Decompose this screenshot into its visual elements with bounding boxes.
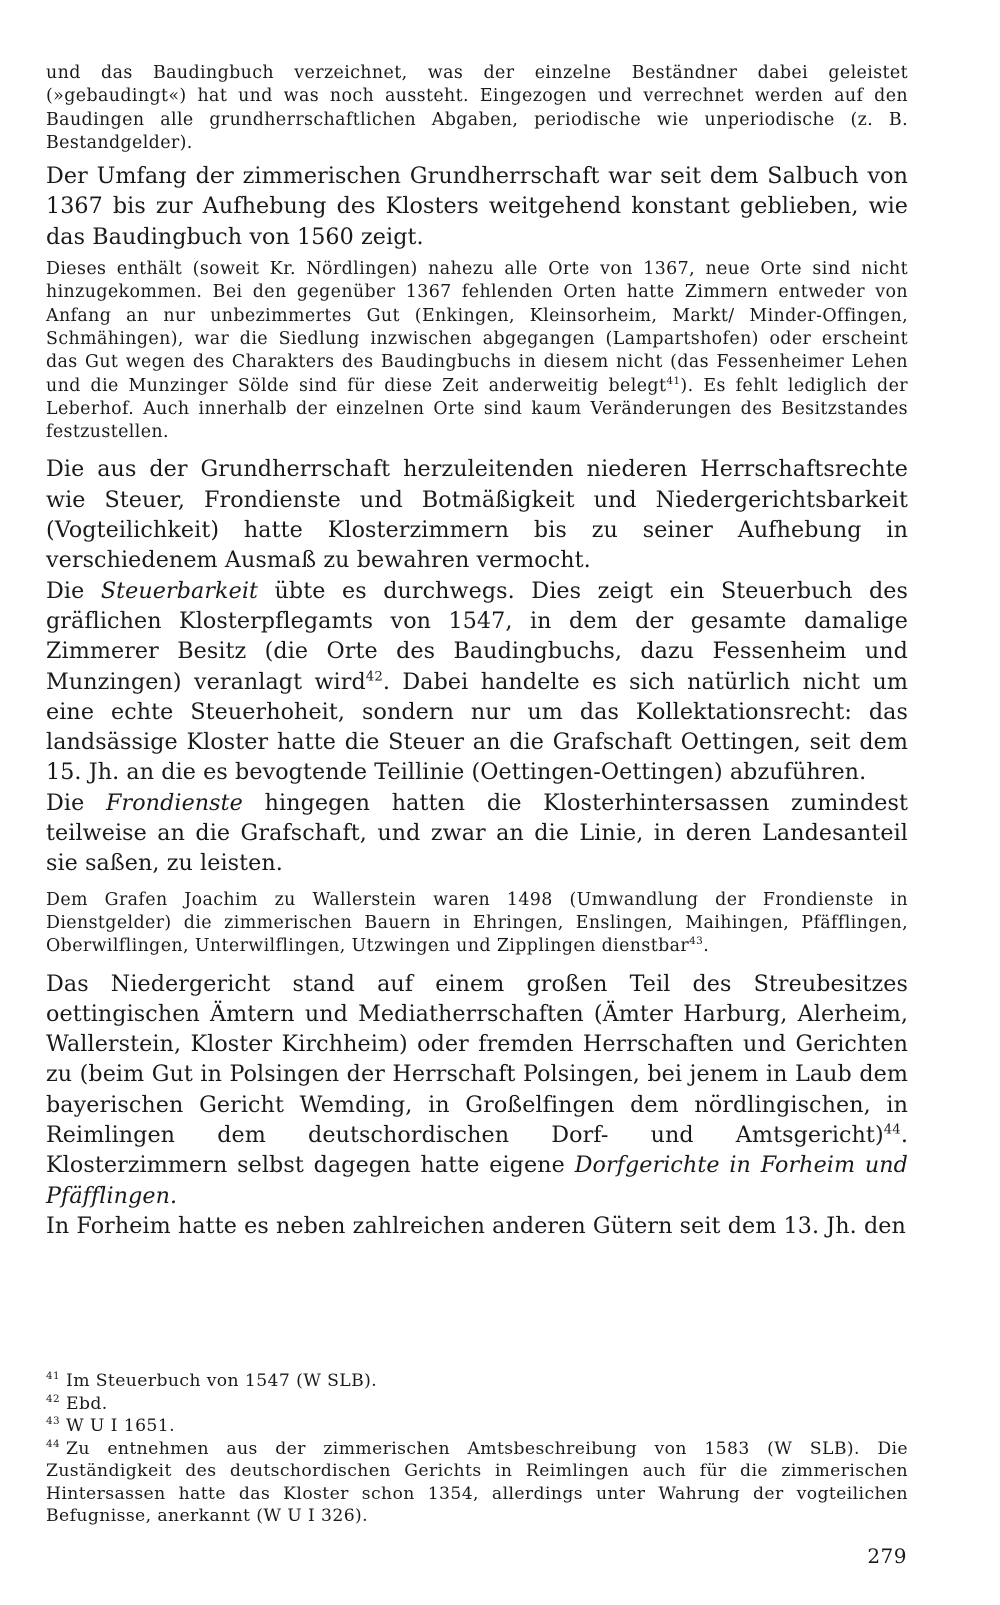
footnote-43: 43 W U I 1651. bbox=[46, 1415, 175, 1436]
paragraph-text: ). Es fehlt lediglich der Leberhof. Auch innerhalb der einzelnen Orte sind kaum Veränderungen des Besitzstandes festzustellen. bbox=[46, 375, 908, 443]
paragraph-text: übte es durchwegs. Dies zeigt ein Steuerbuch des gräflichen Klosterpflegamts von 1547, in dem der gesamte damalige Zimmerer Besitz (die Orte des Baudingbuchs, dazu Fessenheim und Munzingen) veranlagt wird bbox=[46, 577, 908, 695]
paragraph-forheim bbox=[46, 1211, 908, 1241]
paragraph-text: Das Niedergericht stand auf einem großen Teil des Streubesitzes oettingischen Ämtern und Mediatherrschaften (Ämter Harburg, Alerheim, Wallerstein, Kloster Kirchheim) oder fremden Herrschaften und Gerichten zu (beim Gut in Polsingen der Herrschaft Polsingen, bei jenem in Laub dem bayerischen Gericht Wemding, in Großelfingen dem nördlingischen, in Reimlingen dem deutschordischen Dorf- und Amtsgericht) bbox=[46, 970, 908, 1148]
page-body bbox=[46, 62, 908, 1241]
paragraph-herrschaftsrechte bbox=[46, 454, 908, 575]
paragraph-text: . Dabei handelte es sich natürlich nicht um eine echte Steuerhoheit, sondern nur um das Kollektationsrecht: das landsässige Kloster hatte die Steuer an die Grafschaft Oettingen, seit dem 15. Jh. an die es bevogtende Teillinie (Oettingen-Oettingen) abzuführen. bbox=[46, 668, 908, 786]
footnote-41: 41 Im Steuerbuch von 1547 (W SLB). bbox=[46, 1370, 378, 1391]
paragraph-text: Die aus der Grundherrschaft herzuleitenden niederen Herrschaftsrechte wie Steuer, Frondienste und Botmäßigkeit und Niedergerichtsbarkeit (Vogteilichkeit) hatte Klosterzimmern bis zu seiner Aufhebung in verschiedenem Ausmaß zu bewahren vermocht. bbox=[46, 456, 908, 574]
paragraph-grundherrschaft-umfang bbox=[46, 161, 908, 252]
footnote-ref[interactable]: 43 bbox=[689, 935, 704, 948]
footnote-ref[interactable]: 42 bbox=[365, 669, 383, 685]
emphasis-term: Frondienste bbox=[106, 789, 243, 816]
paragraph-baudingbuch bbox=[46, 62, 908, 155]
paragraph-text: Dieses enthält (soweit Kr. Nördlingen) nahezu alle Orte von 1367, neue Orte sind nicht hinzugekommen. Bei den gegenüber 1367 fehlenden Orten hatte Zimmern entweder von Anfang an nur unbezimmertes Gut (Enkingen, Kleinsorheim, Markt/ Minder-Offingen, Schmähingen), war die Siedlung inzwischen abgegangen (Lampartshofen) oder erscheint das Gut wegen des Charakters des Baudingbuchs in diesem nicht (das Fessenheimer Lehen und die Munzinger Sölde sind für diese Zeit anderweitig belegt bbox=[46, 259, 908, 396]
paragraph-orte bbox=[46, 258, 908, 444]
page-number: 279 bbox=[867, 1544, 907, 1568]
footnotes bbox=[46, 1370, 908, 1528]
footnote-42: 42 Ebd. bbox=[46, 1392, 108, 1414]
paragraph-text: In Forheim hatte es neben zahlreichen anderen Gütern seit dem 13. Jh. den bbox=[46, 1212, 906, 1239]
paragraph-text: und das Baudingbuch verzeichnet, was der einzelne Beständner dabei geleistet (»gebaudingt«) hat und was noch aussteht. Eingezogen und verrechnet werden auf den Baudingen alle grundherrschaftlichen Abgaben, periodische wie unperiodische (z. B. Bestandgelder). bbox=[46, 63, 908, 153]
paragraph-frondienste bbox=[46, 788, 908, 879]
footnote-text: W U I 1651. bbox=[66, 1416, 175, 1436]
paragraph-text: . Klosterzimmern selbst dagegen hatte eigene bbox=[46, 1121, 908, 1179]
paragraph-text: Die bbox=[46, 789, 107, 816]
paragraph-graf-joachim bbox=[46, 889, 908, 959]
footnote-44: 44 Zu entnehmen aus der zimmerischen Amtsbeschreibung von 1583 (W SLB). Die Zuständigkeit des deutschordischen Gerichts in Reimlingen auch für die zimmerischen Hintersassen hatte das Kloster schon 1354, allerdings unter Wahrung der vogteilichen Befugnisse, anerkannt (W U I 326). bbox=[46, 1437, 908, 1526]
footnote-text: Im Steuerbuch von 1547 (W SLB). bbox=[66, 1371, 378, 1391]
footnote-ref[interactable]: 41 bbox=[666, 374, 681, 387]
emphasis-term: Dorfgerichte in Forheim und Pfäfflingen. bbox=[46, 1152, 908, 1209]
footnote-text: Zu entnehmen aus der zimmerischen Amtsbeschreibung von 1583 (W SLB). Die Zuständigkeit des deutschordischen Gerichts in Reimlingen auch für die zimmerischen Hintersassen hatte das Kloster schon 1354, allerdings unter Wahrung der vogteilichen Befugnisse, anerkannt (W U I 326). bbox=[46, 1438, 908, 1526]
paragraph-text: Dem Grafen Joachim zu Wallerstein waren 1498 (Umwandlung der Frondienste in Dienstgelder) die zimmerischen Bauern in Ehringen, Enslingen, Maihingen, Pfäfflingen, Oberwilflingen, Unterwilflingen, Utzwingen und Zipplingen dienstbar bbox=[46, 889, 908, 957]
footnote-text: Ebd. bbox=[66, 1393, 108, 1414]
paragraph-text: hingegen hatten die Klosterhintersassen zumindest teilweise an die Grafschaft, und zwar an die Linie, in deren Landesanteil sie saßen, zu leisten. bbox=[46, 789, 908, 877]
emphasis-term: Steuerbarkeit bbox=[100, 577, 259, 604]
paragraph-text: Der Umfang der zimmerischen Grundherrschaft war seit dem Salbuch von 1367 bis zur Aufhebung des Klosters weitgehend konstant geblieben, wie das Baudingbuch von 1560 zeigt. bbox=[46, 163, 908, 250]
paragraph-niedergericht bbox=[46, 969, 908, 1211]
footnote-ref[interactable]: 44 bbox=[883, 1122, 901, 1138]
paragraph-steuerbarkeit bbox=[46, 576, 908, 788]
paragraph-text: . bbox=[703, 936, 710, 957]
paragraph-text: Die bbox=[46, 577, 101, 604]
